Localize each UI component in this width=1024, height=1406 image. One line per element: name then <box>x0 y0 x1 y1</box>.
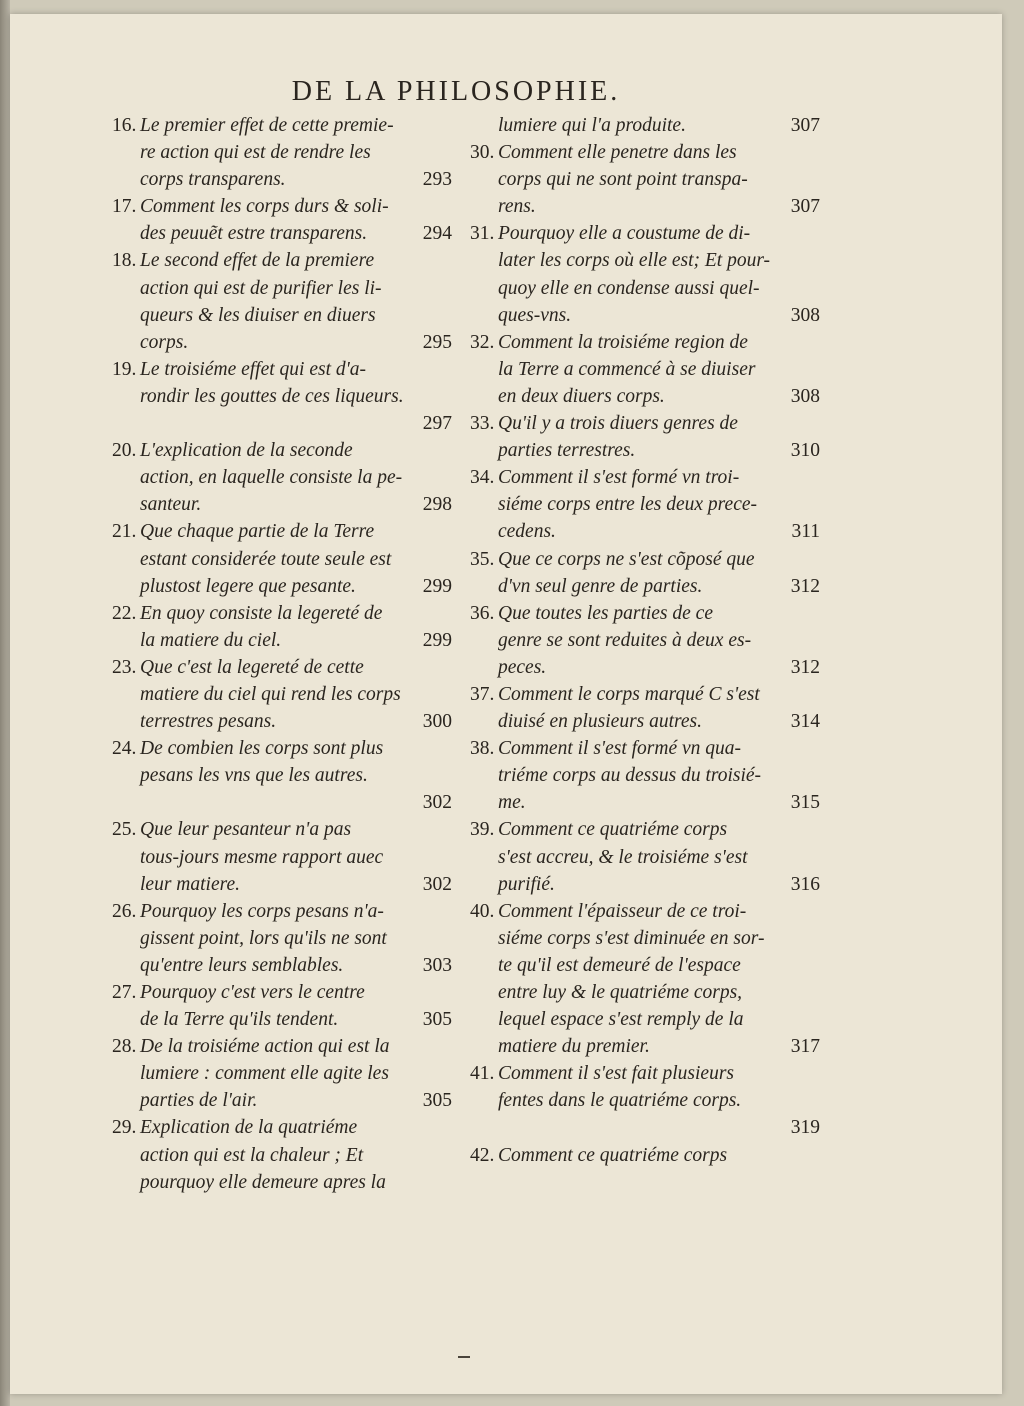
toc-entry-line <box>112 139 452 166</box>
toc-entry-text: Pourquoy c'est vers le centre <box>140 982 365 1003</box>
toc-entry-number: 19. <box>112 358 137 380</box>
toc-entry-text: Que c'est la legereté de cette <box>140 656 364 678</box>
toc-entry-page: 310 <box>790 440 820 462</box>
toc-entry-text: ques-vns. <box>498 304 572 326</box>
toc-entry-text: Comment il s'est fait plusieurs <box>498 1063 735 1085</box>
toc-entry-text: la Terre a commencé à se diuiser <box>498 358 756 380</box>
toc-entry-text: Qu'il y a trois diuers genres de <box>498 413 738 435</box>
toc-entry-text: queurs & les diuiser en diuers <box>140 304 376 326</box>
toc-entry-page: 305 <box>422 1009 452 1031</box>
toc-entry-line <box>470 491 820 518</box>
toc-entry-number: 30. <box>470 142 495 164</box>
toc-entry-number: 28. <box>112 1036 137 1058</box>
toc-entry-page: 315 <box>790 792 820 814</box>
toc-entry-line <box>470 1142 820 1169</box>
toc-entry-text: triéme corps au dessus du troisié- <box>498 765 762 787</box>
toc-entry-line <box>470 275 820 302</box>
toc-entry-number: 39. <box>470 819 495 841</box>
toc-entry <box>470 139 820 220</box>
toc-entry-number: 40. <box>470 900 495 922</box>
toc-entry-number: 22. <box>112 602 137 624</box>
toc-entry-text: matiere du ciel qui rend les corps <box>140 683 401 705</box>
toc-entry-line <box>470 139 820 166</box>
toc-entry <box>470 546 820 600</box>
toc-entry-number: 32. <box>470 331 495 353</box>
toc-entry <box>112 518 452 599</box>
toc-entry-line <box>112 600 452 627</box>
toc-entry-text: Comment elle penetre dans les <box>498 142 737 164</box>
toc-entry-number: 25. <box>112 819 137 841</box>
toc-entry-line <box>112 383 452 410</box>
toc-entry-page: 308 <box>790 304 820 326</box>
toc-entry-line <box>470 546 820 573</box>
toc-entry-text: en deux diuers corps. <box>498 385 665 407</box>
toc-entry-number: 33. <box>470 413 495 435</box>
toc-entry-text: Comment il s'est formé vn troi- <box>498 467 740 489</box>
toc-entry-text: santeur. <box>140 494 202 516</box>
toc-entry-text: Le second effet de la premiere <box>140 250 375 272</box>
toc-entry-text: genre se sont reduites à deux es- <box>498 629 752 651</box>
toc-entry-text: siéme corps entre les deux prece- <box>498 494 757 516</box>
toc-entry-text: Que chaque partie de la Terre <box>140 521 375 543</box>
toc-entry-text: siéme corps s'est diminuée en sor- <box>498 927 765 949</box>
toc-entry-text: L'explication de la seconde <box>140 440 353 462</box>
book-binding-edge <box>0 0 10 1406</box>
toc-entry-page: 293 <box>422 169 452 191</box>
toc-entry-text: s'est accreu, & le troisiéme s'est <box>498 846 748 868</box>
toc-entry-text: corps qui ne sont point transpa- <box>498 169 748 191</box>
toc-entry-line <box>112 654 452 681</box>
toc-entry-line <box>470 952 820 979</box>
toc-entry-text: estant considerée toute seule est <box>140 548 392 570</box>
toc-entry-text: pesans les vns que les autres. <box>140 765 368 787</box>
toc-entry-text: Comment les corps durs & soli- <box>140 196 389 218</box>
toc-entry-text: Comment ce quatriéme corps <box>498 1144 728 1166</box>
toc-entry-text: Pourquoy les corps pesans n'a- <box>140 900 384 922</box>
toc-entry-page: 299 <box>422 629 452 651</box>
toc-entry-line <box>112 1114 452 1141</box>
toc-entry-text: lumiere : comment elle agite les <box>140 1063 389 1085</box>
toc-entry-line <box>470 1060 820 1087</box>
toc-entry-line <box>470 518 820 545</box>
toc-entry-number: 27. <box>112 982 137 1003</box>
toc-entry-line <box>112 518 452 545</box>
toc-entry-text: purifié. <box>498 873 555 895</box>
toc-entry-text: des peuuẽt estre transparens. <box>140 223 368 245</box>
toc-entry <box>470 681 820 735</box>
toc-entry-number: 42. <box>470 1144 495 1166</box>
toc-entry-line <box>112 735 452 762</box>
toc-entry-line <box>112 247 452 274</box>
toc-entry-text: corps transparens. <box>140 169 286 191</box>
toc-entry-text: qu'entre leurs semblables. <box>140 954 344 976</box>
toc-entry-text: Comment il s'est formé vn qua- <box>498 738 742 760</box>
toc-entry-line <box>112 1087 452 1114</box>
toc-entry-line <box>470 410 820 437</box>
toc-entry-line <box>470 654 820 681</box>
toc-entry <box>470 220 820 328</box>
toc-entry-line <box>112 464 452 491</box>
toc-entry-line <box>112 573 452 600</box>
toc-entry-number: 29. <box>112 1117 137 1139</box>
toc-entry-line <box>470 898 820 925</box>
toc-entry-line <box>112 329 452 356</box>
toc-entry-line <box>112 112 452 139</box>
toc-entry <box>470 464 820 545</box>
toc-entry-line <box>112 302 452 329</box>
toc-entry-line <box>470 356 820 383</box>
toc-entry-text: peces. <box>498 656 547 678</box>
toc-entry-page: 303 <box>422 954 452 976</box>
toc-entry-line <box>470 708 820 735</box>
toc-entry-text: me. <box>498 792 526 814</box>
toc-entry-text: De combien les corps sont plus <box>140 738 384 760</box>
toc-entry-line <box>112 220 452 247</box>
toc-entry-line <box>470 789 820 816</box>
toc-entry-text: fentes dans le quatriéme corps. <box>498 1090 742 1112</box>
toc-entry-page: 302 <box>422 792 452 814</box>
toc-entry-line <box>470 925 820 952</box>
toc-entry-line <box>112 437 452 464</box>
toc-entry-text: re action qui est de rendre les <box>140 142 371 164</box>
toc-entry-text: Comment ce quatriéme corps <box>498 819 728 841</box>
toc-entry-page: 312 <box>790 575 820 597</box>
toc-entry-line <box>112 356 452 383</box>
toc-entry-line <box>470 735 820 762</box>
toc-entry-page: 312 <box>790 656 820 678</box>
toc-entry-line <box>470 979 820 1006</box>
toc-entry-text: action, en laquelle consiste la pe- <box>140 467 403 489</box>
toc-entry-page: 298 <box>422 494 452 516</box>
toc-entry-text: plustost legere que pesante. <box>140 575 356 597</box>
toc-entry-line <box>470 681 820 708</box>
toc-entry-line <box>112 952 452 979</box>
toc-entry-number: 16. <box>112 115 137 136</box>
toc-entry-line <box>112 546 452 573</box>
toc-entry-line <box>470 871 820 898</box>
toc-entry-number: 17. <box>112 196 137 218</box>
toc-entry-text: entre luy & le quatriéme corps, <box>498 982 743 1003</box>
toc-entry <box>470 1142 820 1169</box>
toc-entry <box>112 816 452 897</box>
toc-entry-line <box>470 1033 820 1060</box>
left-column <box>112 112 452 1196</box>
toc-entry-line <box>112 925 452 952</box>
toc-entry <box>112 898 452 979</box>
toc-entry-text: Comment le corps marqué C s'est <box>498 683 760 705</box>
toc-entry-line <box>112 1006 452 1033</box>
toc-entry-line <box>470 600 820 627</box>
toc-entry-number: 37. <box>470 683 495 705</box>
toc-entry-page: 317 <box>790 1036 820 1058</box>
toc-entry-line <box>112 1169 452 1196</box>
toc-entry-line <box>470 464 820 491</box>
toc-entry-text: te qu'il est demeuré de l'espace <box>498 954 741 976</box>
toc-entry <box>470 600 820 681</box>
toc-entry-text: leur matiere. <box>140 873 241 895</box>
toc-entry-line <box>470 844 820 871</box>
toc-entry-text: de la Terre qu'ils tendent. <box>140 1009 339 1031</box>
toc-entry <box>470 112 820 139</box>
toc-entry-text: la matiere du ciel. <box>140 629 282 651</box>
toc-entry-text: Explication de la quatriéme <box>140 1117 358 1139</box>
toc-entry-line <box>112 844 452 871</box>
toc-entry-line <box>470 220 820 247</box>
toc-entry <box>112 356 452 437</box>
toc-entry-line <box>112 979 452 1006</box>
toc-entry <box>470 410 820 464</box>
toc-entry-line <box>112 681 452 708</box>
toc-entry-line <box>470 302 820 329</box>
toc-entry-line <box>112 166 452 193</box>
toc-entry-page: 311 <box>791 521 820 543</box>
toc-entry <box>112 247 452 355</box>
toc-entry-number: 38. <box>470 738 495 760</box>
toc-entry-text: later les corps où elle est; Et pour- <box>498 250 771 272</box>
running-head: DE LA PHILOSOPHIE. <box>291 76 621 107</box>
toc-entry-line <box>112 708 452 735</box>
toc-entry-line <box>470 627 820 654</box>
toc-entry-number: 20. <box>112 440 137 462</box>
toc-entry <box>112 600 452 654</box>
toc-entry-text: En quoy consiste la legereté de <box>140 602 383 624</box>
toc-entry-text: Le troisiéme effet qui est d'a- <box>140 358 367 380</box>
toc-entry-text: Comment la troisiéme region de <box>498 331 748 353</box>
toc-entry-text: gissent point, lors qu'ils ne sont <box>140 927 387 949</box>
right-column <box>470 112 820 1169</box>
toc-entry-page: 307 <box>790 196 820 218</box>
toc-entry-page: 299 <box>422 575 452 597</box>
toc-entry-text: Que toutes les parties de ce <box>498 602 713 624</box>
toc-entry-text: parties de l'air. <box>140 1090 258 1112</box>
toc-entry-line <box>470 193 820 220</box>
toc-entry-number: 24. <box>112 738 137 760</box>
toc-entry <box>112 979 452 1033</box>
toc-entry <box>112 735 452 816</box>
toc-entry-text: diuisé en plusieurs autres. <box>498 711 703 733</box>
toc-entry-text: De la troisiéme action qui est la <box>140 1036 390 1058</box>
toc-entry-page: 305 <box>422 1090 452 1112</box>
toc-entry <box>112 437 452 518</box>
toc-entry <box>112 654 452 735</box>
toc-entry-line <box>112 871 452 898</box>
toc-entry <box>112 193 452 247</box>
toc-entry <box>470 1060 820 1141</box>
toc-entry-line <box>112 762 452 789</box>
toc-entry-text: action qui est la chaleur ; Et <box>140 1144 364 1166</box>
toc-entry-number: 36. <box>470 602 495 624</box>
toc-entry-page: 316 <box>790 873 820 895</box>
toc-entry-text: Que leur pesanteur n'a pas <box>140 819 352 841</box>
toc-entry-text: rens. <box>498 196 536 218</box>
toc-entry-line <box>470 166 820 193</box>
toc-entry-text: rondir les gouttes de ces liqueurs. <box>140 385 404 407</box>
toc-entry-text: action qui est de purifier les li- <box>140 277 382 299</box>
toc-entry-text: Que ce corps ne s'est cõposé que <box>498 548 755 570</box>
toc-entry-line <box>470 1087 820 1114</box>
toc-entry-page: 307 <box>790 115 820 136</box>
toc-entry-number: 18. <box>112 250 137 272</box>
toc-entry-text: pourquoy elle demeure apres la <box>140 1171 386 1193</box>
toc-entry-line <box>112 491 452 518</box>
toc-entry-number: 23. <box>112 656 137 678</box>
toc-entry-line <box>112 1060 452 1087</box>
toc-entry-line <box>112 816 452 843</box>
toc-entry-page: 302 <box>422 873 452 895</box>
toc-entry-line <box>470 573 820 600</box>
toc-entry-text: parties terrestres. <box>498 440 636 462</box>
toc-entry-page: 297 <box>422 413 452 435</box>
toc-entry-text: d'vn seul genre de parties. <box>498 575 703 597</box>
toc-entry <box>470 816 820 897</box>
toc-entry-line <box>470 247 820 274</box>
toc-entry-line <box>112 275 452 302</box>
toc-entry-text: cedens. <box>498 521 556 543</box>
toc-entry-page: 294 <box>422 223 452 245</box>
toc-entry-line <box>470 437 820 464</box>
toc-entry-line <box>112 1033 452 1060</box>
toc-entry-page: 308 <box>790 385 820 407</box>
toc-entry-page: 295 <box>422 331 452 353</box>
toc-entry-line <box>112 627 452 654</box>
toc-entry <box>112 112 452 193</box>
toc-entry <box>470 898 820 1061</box>
toc-entry-text: Pourquoy elle a coustume de di- <box>498 223 751 245</box>
toc-entry-number: 41. <box>470 1063 495 1085</box>
toc-entry <box>112 1033 452 1114</box>
toc-entry <box>112 1114 452 1195</box>
toc-entry-number: 31. <box>470 223 495 245</box>
toc-entry-page: 319 <box>790 1117 820 1139</box>
toc-entry-text: lumiere qui l'a produite. <box>498 115 686 136</box>
toc-entry-number: 21. <box>112 521 137 543</box>
toc-entry-number: 35. <box>470 548 495 570</box>
toc-entry-line <box>470 329 820 356</box>
toc-entry-line <box>470 1006 820 1033</box>
printer-mark <box>458 1356 470 1358</box>
toc-entry-line <box>470 816 820 843</box>
toc-entry-text: matiere du premier. <box>498 1036 650 1058</box>
toc-entry-text: terrestres pesans. <box>140 711 277 733</box>
toc-entry-text: Le premier effet de cette premie- <box>140 115 394 136</box>
toc-entry-line <box>470 383 820 410</box>
toc-entry <box>470 329 820 410</box>
toc-entry-text: quoy elle en condense aussi quel- <box>498 277 760 299</box>
toc-entry <box>470 735 820 816</box>
toc-entry-line <box>470 112 820 139</box>
toc-entry-number: 26. <box>112 900 137 922</box>
toc-entry-line <box>112 193 452 220</box>
toc-entry-page: 314 <box>790 711 820 733</box>
toc-entry-page: 300 <box>422 711 452 733</box>
toc-entry-text: corps. <box>140 331 189 353</box>
toc-entry-line <box>112 898 452 925</box>
toc-entry-text: Comment l'épaisseur de ce troi- <box>498 900 747 922</box>
toc-entry-text: tous-jours mesme rapport auec <box>140 846 384 868</box>
toc-entry-line <box>112 1142 452 1169</box>
toc-entry-text: lequel espace s'est remply de la <box>498 1009 744 1031</box>
toc-entry-line <box>470 762 820 789</box>
toc-entry-number: 34. <box>470 467 495 489</box>
